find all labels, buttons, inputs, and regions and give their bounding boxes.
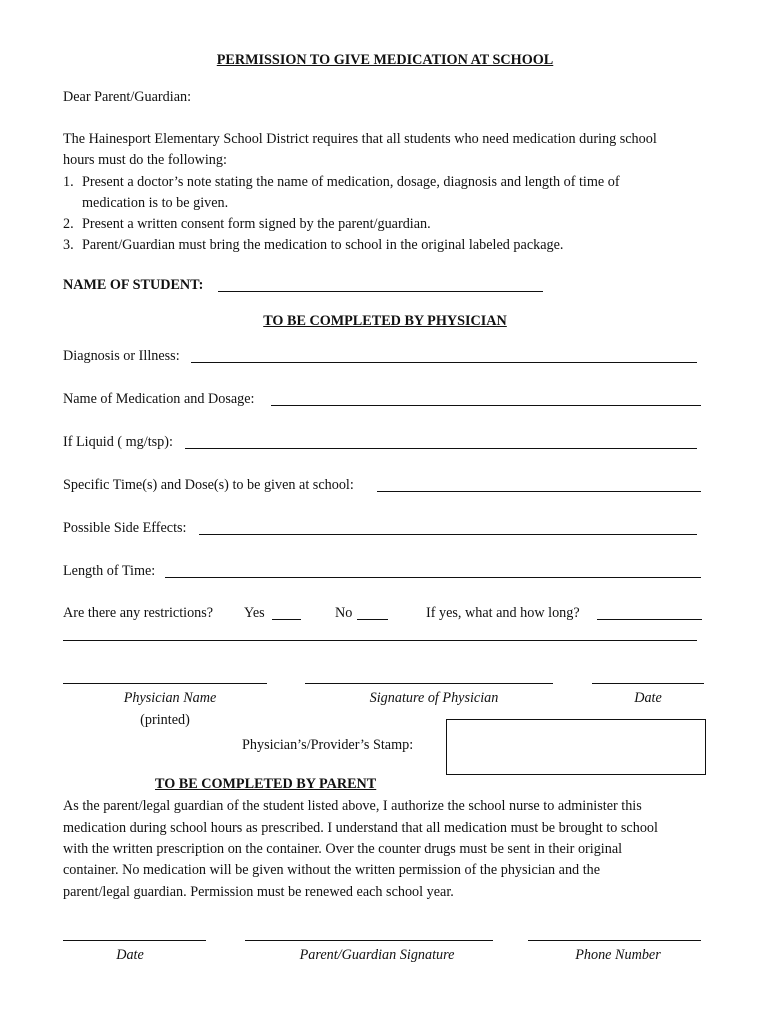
restrictions-yes-field[interactable]: [272, 619, 301, 620]
restrictions-no-label: No: [335, 605, 353, 621]
restrictions-question: Are there any restrictions?: [63, 605, 214, 621]
stamp-box[interactable]: [446, 719, 706, 775]
side-effects-label: Possible Side Effects:: [63, 520, 187, 536]
parent-text-line-1: As the parent/legal guardian of the student listed above, I authorize the school nurse to administer this: [63, 798, 642, 814]
form-title: PERMISSION TO GIVE MEDICATION AT SCHOOL: [216, 52, 554, 68]
requirement-1-line-1: Present a doctor’s note stating the name of medication, dosage, diagnosis and length of time of: [82, 174, 620, 190]
physician-date-line[interactable]: [592, 683, 704, 684]
physician-name-line[interactable]: [63, 683, 267, 684]
requirement-2-number: 2.: [63, 216, 74, 232]
length-field[interactable]: [165, 577, 701, 578]
physician-section-heading: TO BE COMPLETED BY PHYSICIAN: [263, 313, 507, 329]
greeting: Dear Parent/Guardian:: [63, 89, 192, 105]
restrictions-if-yes-label: If yes, what and how long?: [426, 605, 580, 621]
physician-signature-caption: Signature of Physician: [369, 690, 499, 706]
physician-signature-line[interactable]: [305, 683, 553, 684]
liquid-label: If Liquid ( mg/tsp):: [63, 434, 173, 450]
parent-section-heading: TO BE COMPLETED BY PARENT: [155, 776, 377, 792]
restrictions-no-field[interactable]: [357, 619, 388, 620]
parent-signature-caption: Parent/Guardian Signature: [299, 947, 455, 963]
requirement-1-line-2: medication is to be given.: [82, 195, 229, 211]
requirement-3-text: Parent/Guardian must bring the medication to school in the original labeled package.: [82, 237, 564, 253]
medication-label: Name of Medication and Dosage:: [63, 391, 255, 407]
restrictions-details-extra-line[interactable]: [63, 640, 697, 641]
stamp-label: Physician’s/Provider’s Stamp:: [242, 737, 414, 753]
requirement-2-text: Present a written consent form signed by the parent/guardian.: [82, 216, 431, 232]
requirement-1-number: 1.: [63, 174, 74, 190]
student-name-field[interactable]: [218, 291, 543, 292]
physician-date-caption: Date: [634, 690, 662, 706]
parent-text-line-4: container. No medication will be given without the written permission of the physician and the: [63, 862, 601, 878]
parent-text-line-3: with the written prescription on the container. Over the counter drugs must be sent in their original: [63, 841, 623, 857]
diagnosis-label: Diagnosis or Illness:: [63, 348, 180, 364]
medication-field[interactable]: [271, 405, 701, 406]
parent-date-line[interactable]: [63, 940, 206, 941]
parent-phone-caption: Phone Number: [575, 947, 661, 963]
parent-signature-line[interactable]: [245, 940, 493, 941]
parent-text-line-5: parent/legal guardian. Permission must be renewed each school year.: [63, 884, 454, 900]
student-name-label: NAME OF STUDENT:: [63, 277, 204, 293]
restrictions-yes-label: Yes: [244, 605, 265, 621]
times-field[interactable]: [377, 491, 701, 492]
intro-line-2: hours must do the following:: [63, 152, 227, 168]
diagnosis-field[interactable]: [191, 362, 697, 363]
times-label: Specific Time(s) and Dose(s) to be given at school:: [63, 477, 354, 493]
length-label: Length of Time:: [63, 563, 156, 579]
requirement-3-number: 3.: [63, 237, 74, 253]
side-effects-field[interactable]: [199, 534, 697, 535]
parent-text-line-2: medication during school hours as prescribed. I understand that all medication must be brought to school: [63, 820, 658, 836]
parent-phone-line[interactable]: [528, 940, 701, 941]
physician-name-printed-caption: (printed): [140, 712, 190, 728]
liquid-field[interactable]: [185, 448, 697, 449]
physician-name-caption: Physician Name: [123, 690, 217, 706]
parent-date-caption: Date: [116, 947, 144, 963]
intro-line-1: The Hainesport Elementary School District requires that all students who need medication during school: [63, 131, 657, 147]
restrictions-details-field[interactable]: [597, 619, 702, 620]
